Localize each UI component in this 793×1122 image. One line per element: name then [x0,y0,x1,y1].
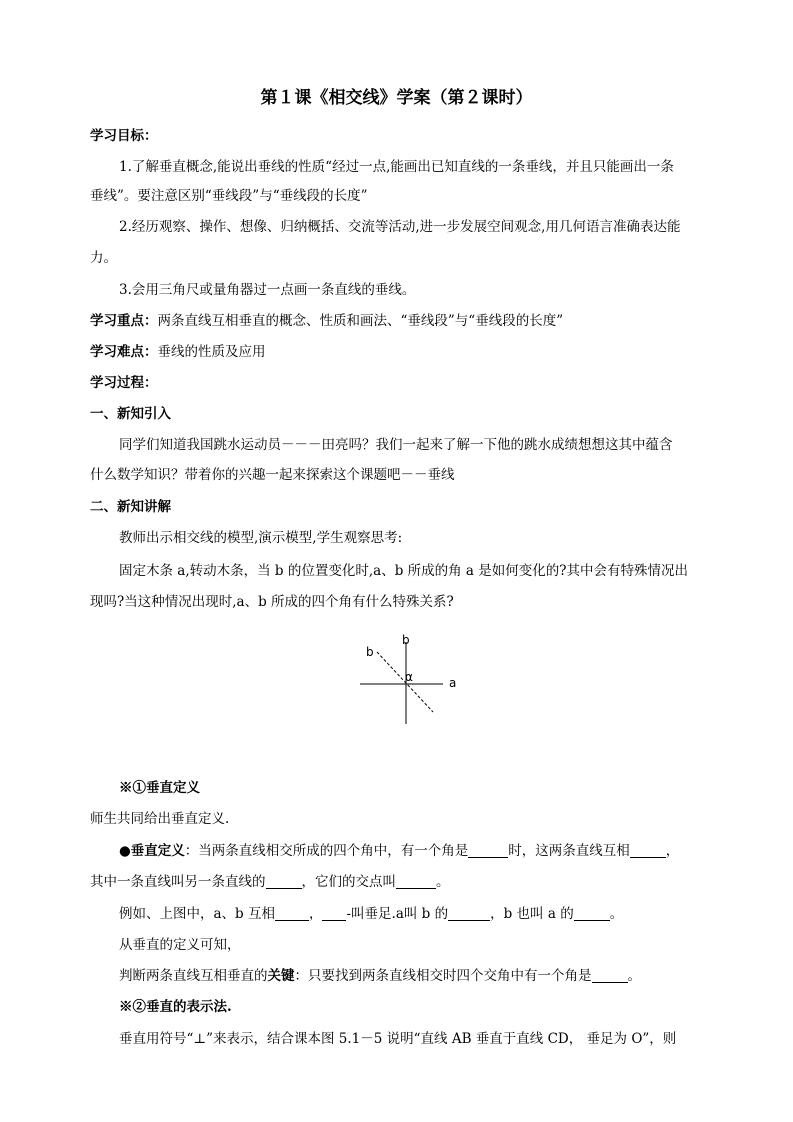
blank-perpendicular-line[interactable] [266,874,302,889]
notation-line-1: 垂直用符号“⊥”来表示，结合课本图 5.1－5 说明“直线 AB 垂直于直线 CD， 垂足为 O”，则 [119,1031,677,1047]
blank-example-4[interactable] [574,906,610,921]
label-b-slant: b [366,645,374,659]
goal-3: 3.会用三角尺或量角器过一点画一条直线的垂线。 [119,282,416,298]
def-text-3: ， [665,843,680,859]
label-alpha: α [405,670,413,684]
blank-judge[interactable] [592,968,628,983]
example-text-2: ， [308,906,323,922]
def-text-2: 时，这两条直线互相 [508,843,630,859]
judge-key: 关键 [267,968,295,984]
key-points-text: 两条直线互相垂直的概念、性质和画法、“垂线段”与“垂线段的长度” [157,313,564,329]
goals-heading: 学习目标： [90,128,158,144]
intersecting-lines-figure [355,630,475,730]
def-text-6: 。 [436,874,450,890]
blank-right-angle[interactable] [468,843,508,858]
blank-perpendicular[interactable] [630,843,666,858]
def-label: ●垂直定义 [119,843,185,859]
example-text-1: 例如、上图中，a、b 互相 [119,906,275,922]
blank-foot[interactable] [396,874,436,889]
def-text-5: ，它们的交点叫 [301,874,396,890]
explain-line-2: 固定木条 a,转动木条，当 b 的位置变化时,a、b 所成的角 a 是如何变化的?其中会有特殊情况出 [119,563,688,579]
def-text-1: ：当两条直线相交所成的四个角中，有一个角是 [184,843,469,859]
page-title: 第１课《相交线》学案（第２课时） [260,88,533,108]
notation-heading: ※②垂直的表示法. [119,999,232,1015]
key-points [90,311,704,331]
judge-line [119,966,704,986]
goal-2-line-1: 2.经历观察、操作、想像、归纳概括、交流等活动,进一步发展空间观念,用几何语言准确表达能 [119,219,681,235]
label-a: a [449,676,457,690]
blank-example-2[interactable] [322,906,346,921]
judge-text-3: 。 [627,968,641,984]
label-b-top: b [402,633,410,647]
process-heading: 学习过程： [90,375,158,391]
goal-1-line-1: 1.了解垂直概念,能说出垂线的性质“经过一点,能画出已知直线的一条垂线，并且只能画出一条 [119,159,674,175]
difficulty-text: 垂线的性质及应用 [157,344,266,360]
blank-example-1[interactable] [275,906,309,921]
difficulty-label: 学习难点： [90,344,158,360]
def-line-1 [119,841,704,861]
key-points-label: 学习重点： [90,313,158,329]
example-text-4: ，b 也叫 a 的 [490,906,574,922]
def-heading: ※①垂直定义 [119,780,200,796]
judge-text-2: ：只要找到两条直线相交时四个交角中有一个角是 [294,968,592,984]
explain-line-3: 现吗?当这种情况出现时,a、b 所成的四个角有什么特殊关系? [90,594,454,610]
def-intro: 师生共同给出垂直定义. [90,811,230,827]
goal-2-line-2: 力。 [90,250,117,266]
judge-text-1: 判断两条直线互相垂直的 [119,968,268,984]
intro-heading: 一、新知引入 [90,406,171,422]
def-text-4: 其中一条直线叫另一条直线的 [90,874,266,890]
intro-line-1: 同学们知道我国跳水运动员－－－田亮吗？我们一起来了解一下他的跳水成绩想想这其中蕴含 [119,437,673,453]
explain-heading: 二、新知讲解 [90,499,171,515]
from-definition: 从垂直的定义可知， [119,937,241,953]
example-line [119,904,704,924]
intro-line-2: 什么数学知识？带着你的兴趣一起来探索这个课题吧－－垂线 [90,467,455,483]
goal-1-line-2: 垂线”。要注意区别“垂线段”与“垂线段的长度” [90,188,368,204]
example-text-3: -叫垂足.a叫 b 的 [346,906,449,922]
difficulty [90,342,704,362]
example-text-5: 。 [609,906,624,922]
explain-line-1: 教师出示相交线的模型,演示模型,学生观察思考: [119,530,403,546]
blank-example-3[interactable] [448,906,490,921]
def-line-2 [90,872,704,892]
